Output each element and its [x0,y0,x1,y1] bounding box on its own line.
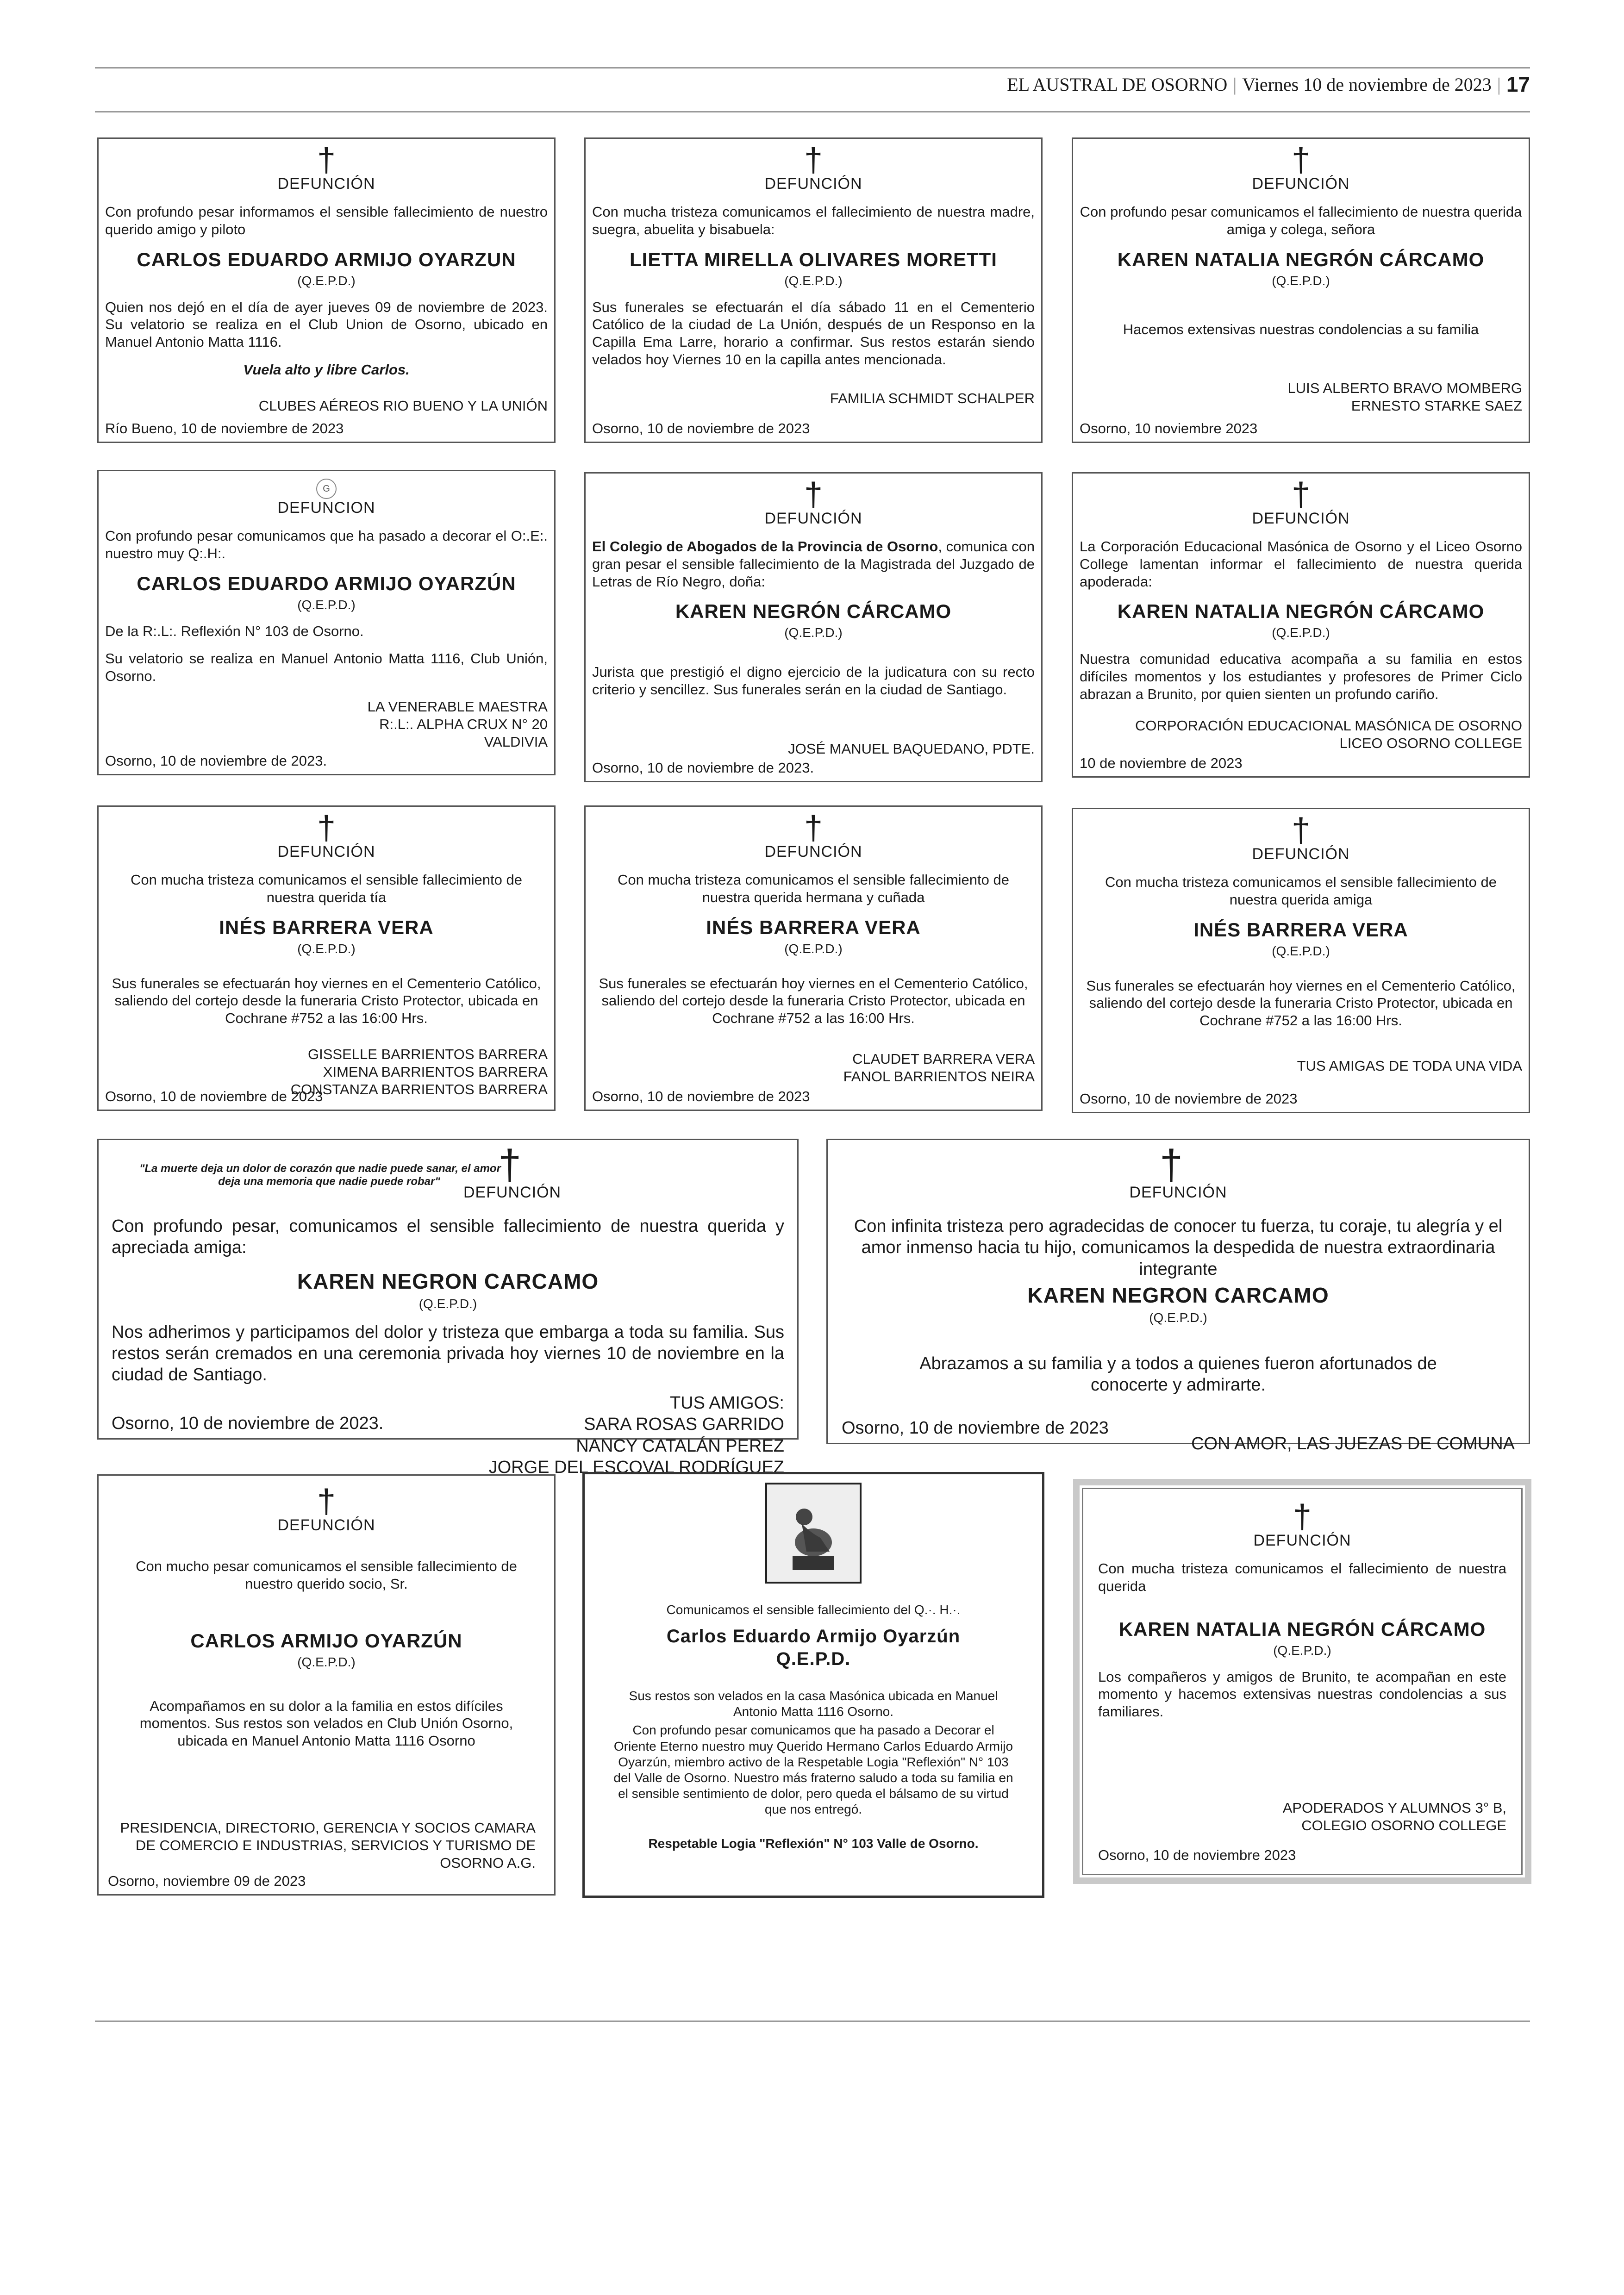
qepd-label: (Q.E.P.D.) [784,273,843,288]
obituary-notice [1072,472,1530,778]
cross-icon: † [1291,812,1311,849]
obituary-notice [584,805,1043,1111]
obituary-notice [1073,1479,1531,1884]
notice-intro: Con mucha tristeza comunicamos el sensible fallecimiento de nuestra querida tía [130,872,522,905]
notice-signature: PRESIDENCIA, DIRECTORIO, GERENCIA Y SOCIOS CAMARA DE COMERCIO E INDUSTRIAS, SERVICIOS Y TURISMO DE OSORNO A.G. [120,1820,536,1871]
qepd-label: (Q.E.P.D.) [1272,943,1330,958]
cross-icon: † [317,1483,336,1520]
obituary-notice [97,470,556,775]
notice-signature: Respetable Logia "Reflexión" N° 103 Valle de Osorno. [648,1836,979,1851]
deceased-name: KAREN NEGRON CARCAMO [297,1269,599,1293]
notice-signature: CON AMOR, LAS JUEZAS DE COMUNA [1191,1434,1515,1453]
notice-title: DEFUNCIÓN [764,175,862,193]
notice-signature: COLEGIO OSORNO COLLEGE [1301,1817,1506,1834]
publication-date: Viernes 10 de noviembre de 2023 [1242,74,1492,95]
qepd-label: (Q.E.P.D.) [1272,273,1330,288]
notice-intro: Con profundo pesar, comunicamos el sensible fallecimiento de nuestra querida y apreciada amiga: [112,1216,784,1258]
deceased-name: KAREN NATALIA NEGRÓN CÁRCAMO [1117,600,1485,623]
notice-body: Abrazamos a su familia y a todos a quienes fueron afortunados de conocerte y admirarte. [919,1354,1437,1395]
notice-footer: Osorno, 10 de noviembre de 2023 [105,1088,323,1104]
notice-signature: CONSTANZA BARRIENTOS BARRERA [290,1081,548,1098]
bottom-rule [95,2021,1530,2022]
cross-icon: † [804,142,823,179]
notice-signature: GISSELLE BARRIENTOS BARRERA [308,1046,548,1063]
qepd-label: (Q.E.P.D.) [1273,1643,1331,1658]
deceased-name: KAREN NATALIA NEGRÓN CÁRCAMO [1117,248,1485,270]
notice-title: DEFUNCIÓN [463,1184,562,1201]
notice-intro: Con profundo pesar comunicamos el fallecimiento de nuestra querida amiga y colega, señora [1080,204,1522,237]
qepd-label: (Q.E.P.D.) [1272,625,1330,640]
obituary-notice [584,472,1043,782]
qepd-label: (Q.E.P.D.) [297,273,356,288]
quote-text: "La muerte deja un dolor de corazón que nadie puede sanar, el amor [139,1162,501,1175]
notice-title: DEFUNCIÓN [1253,1532,1351,1549]
notice-body: Sus funerales se efectuarán hoy viernes en el Cementerio Católico, saliendo del cortejo desde la funeraria Cristo Protector, ubicada en Cochrane #752 a las 16:00 Hrs. [1086,977,1516,1029]
publication-name: EL AUSTRAL DE OSORNO [1007,74,1228,95]
deceased-name: KAREN NEGRON CARCAMO [1027,1283,1329,1308]
notice-footer: Osorno, noviembre 09 de 2023 [108,1873,306,1889]
notice-intro: Con mucha tristeza comunicamos el fallecimiento de nuestra querida [1098,1560,1506,1594]
notice-body: De la R:.L:. Reflexión N° 103 de Osorno. [105,623,364,639]
notice-body: Hacemos extensivas nuestras condolencias a su familia [1123,321,1479,337]
notice-title: DEFUNCIÓN [764,843,862,861]
notice-body: Sus funerales se efectuarán hoy viernes en el Cementerio Católico, saliendo del cortejo desde la funeraria Cristo Protector, ubicada en Cochrane #752 a las 16:00 Hrs. [112,975,541,1027]
qepd-label: (Q.E.P.D.) [418,1296,477,1311]
obituary-notice [584,137,1043,443]
notice-title: DEFUNCIÓN [764,510,862,527]
notice-footer: Osorno, 10 de noviembre de 2023 [842,1418,1109,1438]
page-header [95,70,1530,98]
college-name: El Colegio de Abogados de la Provincia de Osorno [592,538,938,555]
notice-title: DEFUNCIÓN [1129,1184,1227,1201]
notice-intro: Con mucho pesar comunicamos el sensible fallecimiento de nuestro querido socio, Sr. [136,1558,517,1592]
obituary-notice [826,1139,1530,1453]
obituary-notice [1072,808,1530,1113]
notice-footer: Osorno, 10 de noviembre 2023 [1098,1847,1296,1863]
qepd-label: (Q.E.P.D.) [297,941,356,956]
qepd-label: (Q.E.P.D.) [784,625,843,640]
notice-footer: 10 de noviembre de 2023 [1080,755,1243,771]
notice-title: DEFUNCIÓN [1252,175,1350,193]
notice-signature: LUIS ALBERTO BRAVO MOMBERG [1287,380,1522,397]
notice-body: Sus funerales se efectuarán el día sábado 11 en el Cementerio Católico de la ciudad de La Unión, después de un Responso en la Capilla Ema Larre, horario a confirmar. Sus restos estarán siendo velados hoy Viernes 10 en la capilla antes mencionada. [592,299,1035,368]
qepd-label: (Q.E.P.D.) [784,941,843,956]
header-separator: | [1233,74,1237,95]
notice-title: DEFUNCIÓN [277,843,375,861]
notice-signature: XIMENA BARRIENTOS BARRERA [323,1063,548,1080]
notice-signature: JOSÉ MANUEL BAQUEDANO, PDTE. [788,741,1035,757]
notice-body: Acompañamos en su dolor a la familia en estos difíciles momentos. Sus restos son velados en Club Unión Osorno, ubicada en Manuel Antonio Matta 1116 Osorno [139,1697,513,1749]
deceased-name: LIETTA MIRELLA OLIVARES MORETTI [630,248,997,270]
cross-icon: † [804,810,823,847]
obituary-notice [97,1139,799,1477]
notice-signature: APODERADOS Y ALUMNOS 3° B, [1282,1800,1506,1816]
notice-body: Sus funerales se efectuarán hoy viernes en el Cementerio Católico, saliendo del cortejo desde la funeraria Cristo Protector, ubicada en Cochrane #752 a las 16:00 Hrs. [599,975,1028,1027]
page-number: 17 [1506,72,1530,96]
qepd-label: (Q.E.P.D.) [297,597,356,612]
deceased-name: CARLOS ARMIJO OYARZÚN [190,1629,462,1652]
deceased-name: KAREN NATALIA NEGRÓN CÁRCAMO [1118,1618,1486,1640]
obituary-notice [97,1474,556,1896]
notice-intro: Con mucha tristeza comunicamos el sensible fallecimiento de nuestra querida hermana y cuñada [617,872,1009,905]
notice-intro: Con mucha tristeza comunicamos el fallecimiento de nuestra madre, suegra, abuelita y bisabuela: [592,204,1035,237]
notice-signature: SARA ROSAS GARRIDO [584,1415,784,1434]
notice-title: DEFUNCIÓN [1252,845,1350,863]
notice-signature: LA VENERABLE MAESTRA [367,698,548,715]
notice-signature: CLAUDET BARRERA VERA [852,1051,1035,1067]
obituary-notice [582,1472,1044,1898]
masonic-emblem-icon: G [316,479,337,499]
notice-intro [592,538,1035,590]
quote-block [112,1162,519,1188]
notice-intro-text: , comunica con gran pesar el sensible fallecimiento de la Magistrada del Juzgado de Letras de Río Negro, doña: [592,538,1035,590]
notice-signature: FANOL BARRIENTOS NEIRA [843,1068,1035,1085]
notice-body: Quien nos dejó en el día de ayer jueves 09 de noviembre de 2023. Su velatorio se realiza en el Club Union de Osorno, ubicado en Manuel Antonio Matta 1116. [105,299,548,350]
header-rule [95,111,1530,112]
deceased-name: INÉS BARRERA VERA [1193,918,1408,941]
deceased-name: CARLOS EDUARDO ARMIJO OYARZUN [137,248,516,270]
notice-title: DEFUNCIÓN [1252,510,1350,527]
notice-signature: TUS AMIGOS: [669,1393,784,1413]
qepd-label: Q.E.P.D. [776,1649,851,1670]
notice-footer: Osorno, 10 de noviembre de 2023 [1080,1091,1298,1107]
notice-body: Los compañeros y amigos de Brunito, te acompañan en este momento y hacemos extensivas nuestras condolencias a sus familiares. [1098,1668,1506,1720]
quote-text: deja una memoria que nadie puede robar" [218,1175,440,1188]
title-block [463,1142,562,1202]
deceased-name: INÉS BARRERA VERA [219,916,434,938]
notice-body: Con profundo pesar comunicamos que ha pasado a Decorar el Oriente Eterno nuestro muy Querido Hermano Carlos Eduardo Armijo Oyarzún, miembro activo de la Respetable Logia "Reflexión" N° 103 del Valle de Osorno. Nuestro más fraterno saludo a toda su familia en el sensible sentimiento de dolor, pero queda el bálsamo de su virtud que nos entregó. [613,1723,1013,1817]
top-rule [95,67,1530,69]
notice-footer: Osorno, 10 de noviembre de 2023. [592,760,814,776]
cross-icon: † [317,142,336,179]
obituary-notice [1072,137,1530,443]
cross-icon: † [1293,1498,1312,1535]
notice-body: Su velatorio se realiza en Manuel Antonio Matta 1116, Club Unión, Osorno. [105,650,548,685]
notice-header [112,1144,784,1202]
notice-signature: TUS AMIGAS DE TODA UNA VIDA [1297,1058,1522,1074]
notice-intro: Con infinita tristeza pero agradecidas de conocer tu fuerza, tu coraje, tu alegría y el amor inmenso hacia tu hijo, comunicamos la despedida de nuestra extraordinaria integrante [854,1216,1503,1279]
notice-signature: FAMILIA SCHMIDT SCHALPER [830,390,1035,406]
obituary-notice [97,805,556,1111]
thinker-statue-icon [779,1491,848,1575]
notice-body: Jurista que prestigió el digno ejercicio de la judicatura con su recto criterio y sencillez. Sus funerales serán en la ciudad de Santiago. [592,664,1035,698]
notice-motto: Vuela alto y libre Carlos. [243,362,410,378]
cross-icon: † [804,476,823,513]
qepd-label: (Q.E.P.D.) [1149,1310,1207,1325]
notice-signature: R:.L:. ALPHA CRUX N° 20 [379,716,548,732]
notice-footer: Río Bueno, 10 de noviembre de 2023 [105,420,344,437]
notice-intro: Con mucha tristeza comunicamos el sensible fallecimiento de nuestra querida amiga [1105,874,1497,908]
header-separator: | [1497,74,1501,95]
notice-intro: Comunicamos el sensible fallecimiento del Q.·. H.·. [666,1603,961,1617]
notice-title: DEFUNCIÓN [277,175,375,193]
notice-signature: ERNESTO STARKE SAEZ [1351,398,1522,414]
notice-intro: Con profundo pesar informamos el sensible fallecimiento de nuestro querido amigo y piloto [105,204,548,237]
notice-signature: JORGE DEL ESCOVAL RODRÍGUEZ [488,1457,784,1477]
notice-footer: Osorno, 10 de noviembre de 2023. [112,1414,384,1433]
notice-signature: LICEO OSORNO COLLEGE [1339,735,1522,751]
deceased-name: KAREN NEGRÓN CÁRCAMO [675,600,952,623]
cross-icon: † [1291,142,1311,179]
notice-footer: Osorno, 10 de noviembre de 2023. [105,753,327,769]
notice-intro: La Corporación Educacional Masónica de Osorno y el Liceo Osorno College lamentan informar el fallecimiento de nuestra querida apoderada: [1080,538,1522,590]
notice-intro: Con profundo pesar comunicamos que ha pasado a decorar el O:.E:. nuestro muy Q:.H:. [105,528,548,561]
notice-title: DEFUNCION [277,499,375,517]
notice-body: Nuestra comunidad educativa acompaña a su familia en estos difíciles momentos y los estudiantes y profesores de Primer Ciclo abrazan a Brunito, por quien sienten un profundo cariño. [1080,651,1522,703]
notice-signature: CORPORACIÓN EDUCACIONAL MASÓNICA DE OSORNO [1135,717,1522,734]
cross-icon: † [1291,476,1311,513]
notice-footer: Osorno, 10 de noviembre de 2023 [592,420,810,437]
deceased-name: INÉS BARRERA VERA [706,916,921,938]
notice-footer: Osorno, 10 de noviembre de 2023 [592,1088,810,1104]
notice-signature: VALDIVIA [484,733,548,750]
cross-icon: † [317,810,336,847]
notice-signature: NANCY CATALÁN PEREZ [576,1436,784,1456]
obituary-notice [97,137,556,443]
notice-signature: CLUBES AÉREOS RIO BUENO Y LA UNIÓN [258,397,548,414]
cross-icon: † [1159,1142,1183,1188]
qepd-label: (Q.E.P.D.) [297,1654,356,1669]
notice-body: Nos adherimos y participamos del dolor y tristeza que embarga a toda su familia. Sus restos serán cremados en una ceremonia privada hoy viernes 10 de noviembre en la ciudad de Santiago. [112,1322,784,1385]
notice-footer: Osorno, 10 noviembre 2023 [1080,420,1258,437]
notice-body: Sus restos son velados en la casa Masónica ubicada en Manuel Antonio Matta 1116 Osorno. [629,1689,998,1719]
deceased-name: Carlos Eduardo Armijo Oyarzún [666,1626,961,1647]
deceased-name: CARLOS EDUARDO ARMIJO OYARZÚN [137,572,516,594]
notice-title: DEFUNCIÓN [277,1516,375,1534]
cross-icon: † [498,1142,522,1188]
thinker-statue-image [765,1483,862,1584]
